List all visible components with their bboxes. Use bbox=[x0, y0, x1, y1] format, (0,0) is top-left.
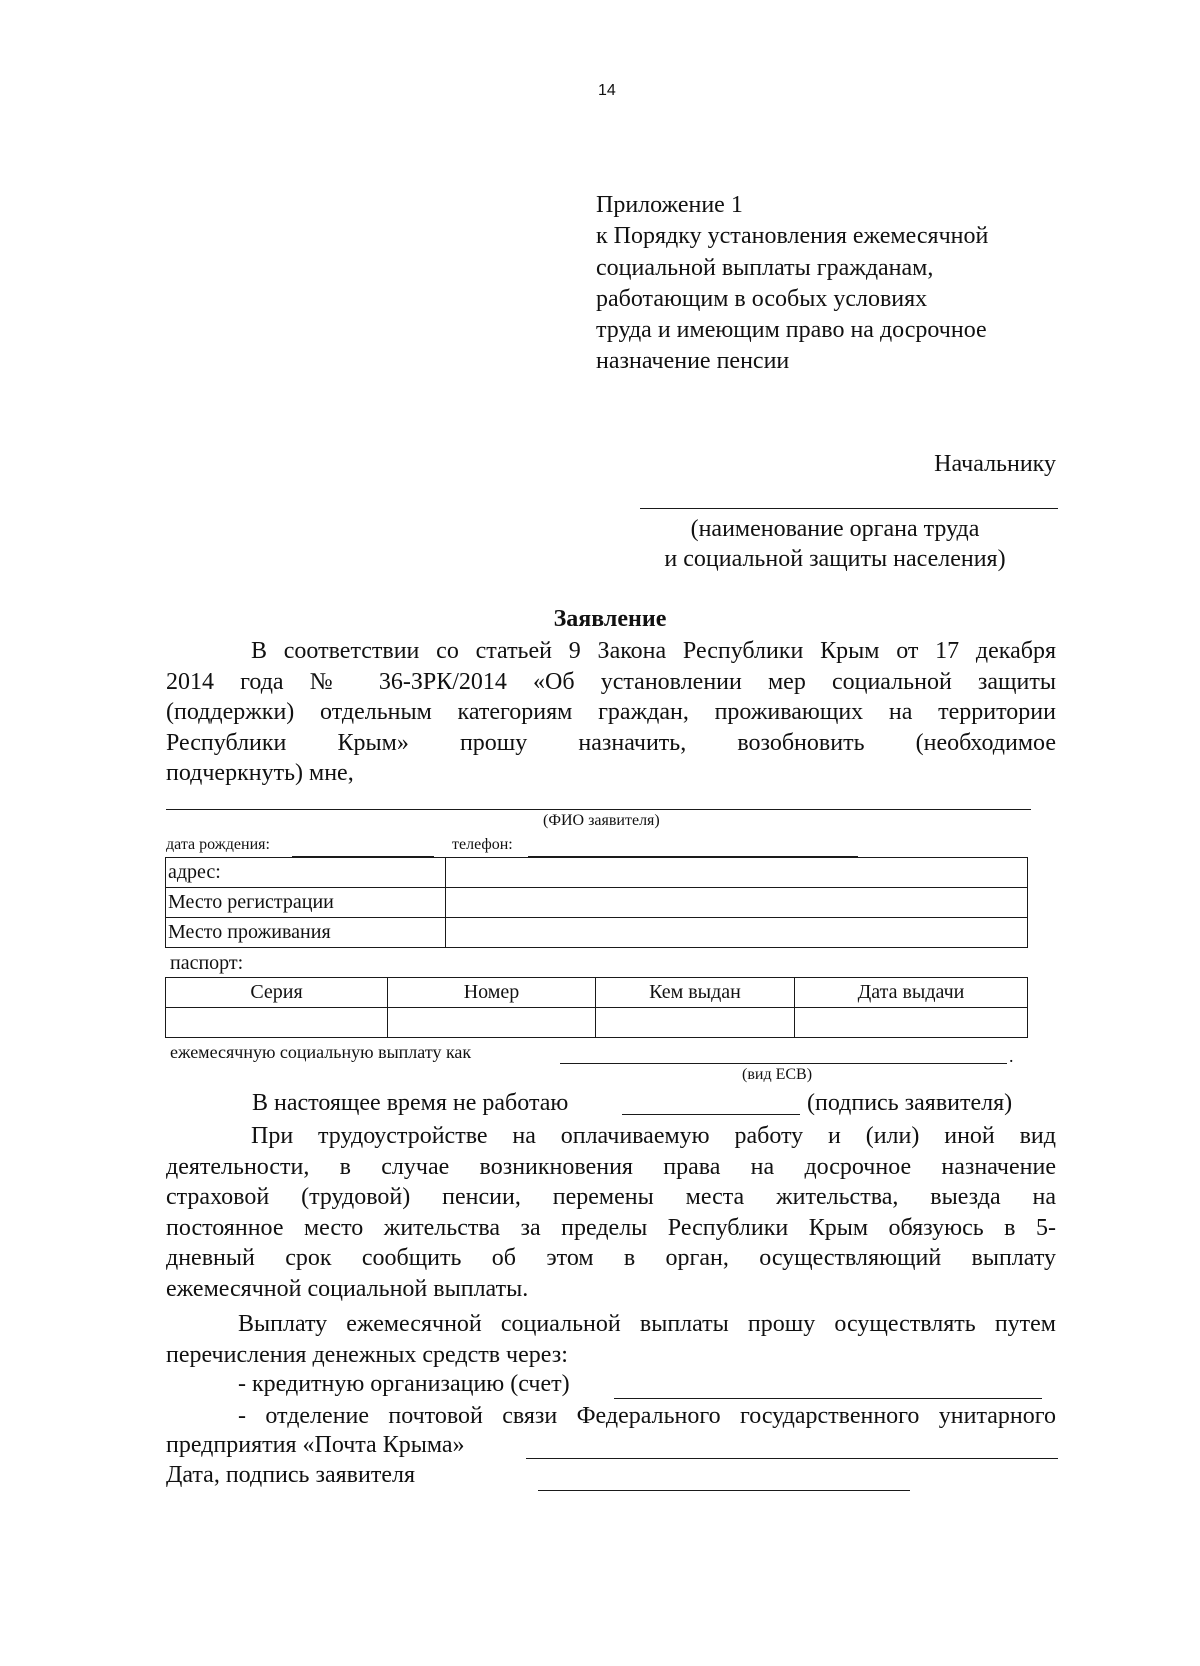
phone-label: телефон: bbox=[452, 836, 513, 853]
residence-input[interactable] bbox=[446, 918, 1028, 948]
paragraph-line: При трудоустройстве на оплачиваемую работу и (или) иной вид bbox=[251, 1123, 1056, 1149]
paragraph-line: В соответствии со статьей 9 Закона Республики Крым от 17 декабря bbox=[251, 638, 1056, 664]
passport-header-date: Дата выдачи bbox=[795, 978, 1028, 1008]
residence-label: Место проживания bbox=[166, 918, 446, 948]
post-option-line: предприятия «Почта Крыма» bbox=[166, 1432, 465, 1458]
registration-label: Место регистрации bbox=[166, 888, 446, 918]
paragraph-line: Республики Крым» прошу назначить, возобновить (необходимое bbox=[166, 729, 1056, 756]
paragraph-line: (поддержки) отдельным категориям граждан, проживающих на территории bbox=[166, 699, 1056, 726]
obligation-paragraph bbox=[166, 1121, 1056, 1305]
passport-table bbox=[165, 977, 1028, 1038]
paragraph-line: постоянное место жительства за пределы Республики Крым обязуюсь в 5- bbox=[166, 1214, 1056, 1241]
passport-label: паспорт: bbox=[170, 952, 244, 974]
intro-paragraph bbox=[166, 636, 1056, 789]
passport-issuer-input[interactable] bbox=[596, 1008, 795, 1038]
paragraph-line: 2014 года № 36-ЗРК/2014 «Об установлении мер социальной защиты bbox=[166, 668, 1056, 695]
addressee-caption bbox=[640, 514, 1030, 574]
passport-number-input[interactable] bbox=[388, 1008, 596, 1038]
appendix-line: к Порядку установления ежемесячной bbox=[596, 223, 989, 250]
table-row bbox=[166, 978, 1028, 1008]
paragraph-line: страховой (трудовой) пенсии, перемены места жительства, выезда на bbox=[166, 1184, 1056, 1211]
paragraph-line: подчеркнуть) мне, bbox=[166, 760, 354, 787]
payment-type-period: . bbox=[1009, 1046, 1014, 1066]
not-working-signature-caption: (подпись заявителя) bbox=[807, 1090, 1013, 1116]
paragraph-line: Выплату ежемесячной социальной выплаты прошу осуществлять путем bbox=[238, 1311, 1056, 1337]
table-row bbox=[166, 888, 1028, 918]
bank-option-label: - кредитную организацию (счет) bbox=[238, 1371, 570, 1397]
addressee-caption-line: (наименование органа труда bbox=[690, 516, 980, 542]
appendix-line: работающим в особых условиях bbox=[596, 285, 928, 312]
table-row bbox=[166, 1008, 1028, 1038]
appendix-heading bbox=[596, 190, 988, 378]
address-table bbox=[165, 857, 1028, 948]
fio-input-line[interactable] bbox=[166, 809, 1031, 810]
passport-header-issuer: Кем выдан bbox=[596, 978, 795, 1008]
appendix-line: труда и имеющим право на досрочное bbox=[596, 317, 987, 344]
bank-account-input-line[interactable] bbox=[614, 1398, 1042, 1399]
paragraph-line: перечисления денежных средств через: bbox=[166, 1341, 568, 1368]
paragraph-line: дневный срок сообщить об этом в орган, осуществляющий выплату bbox=[166, 1245, 1056, 1272]
document-title: Заявление bbox=[553, 606, 667, 632]
not-working-signature-line[interactable] bbox=[622, 1114, 800, 1115]
addressee-label: Начальнику bbox=[934, 451, 1056, 477]
signature-label: Дата, подпись заявителя bbox=[166, 1462, 415, 1488]
signature-input-line[interactable] bbox=[538, 1490, 910, 1491]
address-label: адрес: bbox=[166, 858, 446, 888]
table-row bbox=[166, 918, 1028, 948]
passport-header-number: Номер bbox=[388, 978, 596, 1008]
passport-date-input[interactable] bbox=[795, 1008, 1028, 1038]
not-working-text: В настоящее время не работаю bbox=[252, 1090, 569, 1116]
payment-method-paragraph bbox=[166, 1309, 1056, 1370]
payment-type-label: ежемесячную социальную выплату как bbox=[170, 1042, 472, 1062]
post-office-input-line[interactable] bbox=[526, 1458, 1058, 1459]
birth-date-label: дата рождения: bbox=[166, 836, 270, 853]
payment-type-caption: (вид ЕСВ) bbox=[742, 1066, 813, 1083]
appendix-line: Приложение 1 bbox=[596, 192, 743, 218]
post-option-line: - отделение почтовой связи Федерального государственного унитарного bbox=[238, 1403, 1056, 1429]
address-input[interactable] bbox=[446, 858, 1028, 888]
registration-input[interactable] bbox=[446, 888, 1028, 918]
post-option-paragraph bbox=[166, 1401, 1056, 1432]
appendix-line: назначение пенсии bbox=[596, 348, 790, 375]
fio-caption: (ФИО заявителя) bbox=[543, 812, 660, 829]
paragraph-line: деятельности, в случае возникновения права на досрочное назначение bbox=[166, 1153, 1056, 1180]
paragraph-line: ежемесячной социальной выплаты. bbox=[166, 1275, 529, 1302]
table-row bbox=[166, 858, 1028, 888]
passport-series-input[interactable] bbox=[166, 1008, 388, 1038]
appendix-line: социальной выплаты гражданам, bbox=[596, 254, 934, 281]
addressee-caption-line: и социальной защиты населения) bbox=[664, 546, 1006, 572]
payment-type-input-line[interactable] bbox=[560, 1063, 1007, 1064]
passport-header-series: Серия bbox=[166, 978, 388, 1008]
addressee-input-line[interactable] bbox=[640, 508, 1058, 509]
page-number: 14 bbox=[598, 82, 616, 99]
